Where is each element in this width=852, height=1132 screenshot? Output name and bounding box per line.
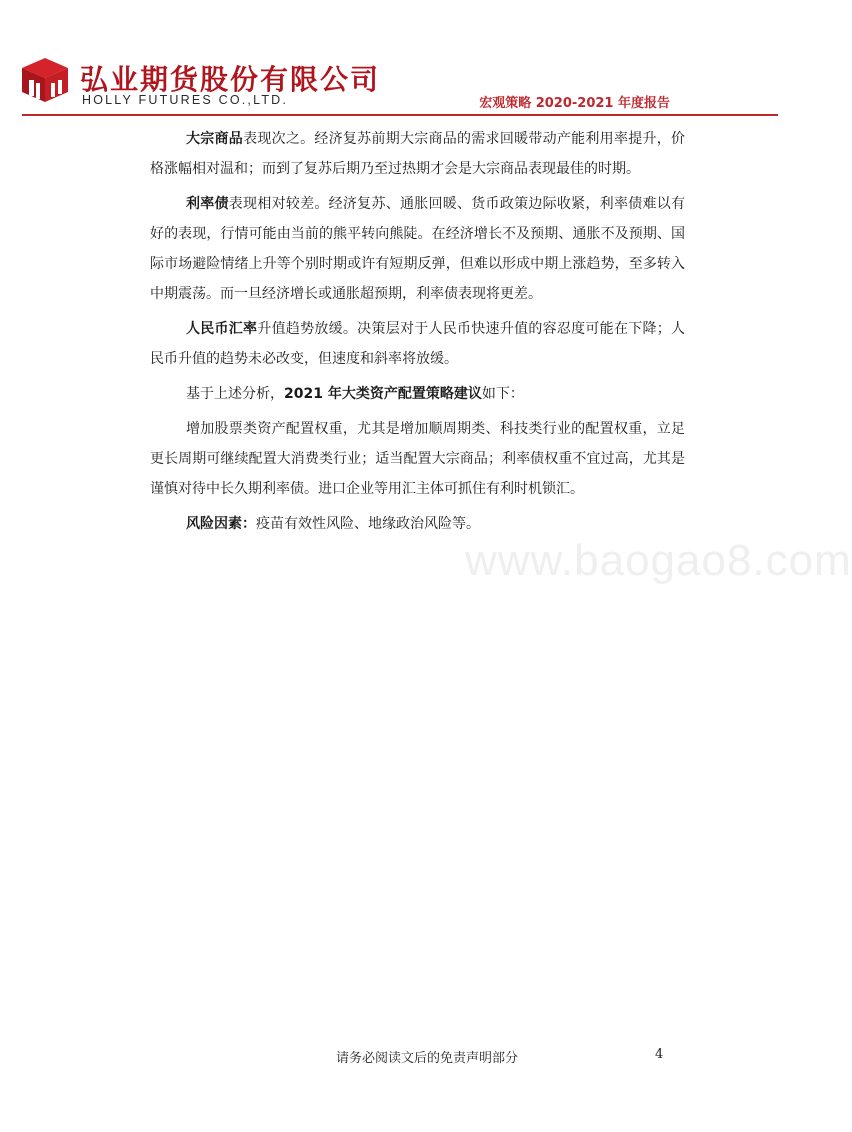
paragraph-text: 疫苗有效性风险、地缘政治风险等。 xyxy=(256,516,480,532)
paragraph-allocation-advice xyxy=(150,414,685,504)
paragraph-text: 增加股票类资产配置权重，尤其是增加顺周期类、科技类行业的配置权重，立足更长周期可继续配置大消费类行业；适当配置大宗商品；利率债权重不宜过高，尤其是谨慎对待中长久期利率债。进口企业等用汇主体可抓住有利时机锁汇。 xyxy=(150,421,685,497)
page-header xyxy=(0,0,800,120)
paragraph-prefix: 基于上述分析， xyxy=(186,386,284,402)
paragraph-risk-factors xyxy=(150,509,685,539)
paragraph-text: 表现次之。经济复苏前期大宗商品的需求回暖带动产能利用率提升，价格涨幅相对温和；而到了复苏后期乃至过热期才会是大宗商品表现最佳的时期。 xyxy=(150,131,686,177)
header-divider xyxy=(22,114,778,116)
paragraph-rate-bonds xyxy=(150,189,685,309)
paragraph-rmb-exchange-rate xyxy=(150,314,685,374)
document-body xyxy=(150,124,685,544)
company-logo-icon xyxy=(20,56,70,104)
paragraph-text: 升值趋势放缓。决策层对于人民币快速升值的容忍度可能在下降；人民币升值的趋势未必改变，但速度和斜率将放缓。 xyxy=(150,321,686,367)
company-name-cn: 弘业期货股份有限公司 xyxy=(80,63,381,96)
paragraph-lead: 利率债 xyxy=(186,196,229,212)
paragraph-text: 表现相对较差。经济复苏、通胀回暖、货币政策边际收紧，利率债难以有好的表现，行情可能由当前的熊平转向熊陡。在经济增长不及预期、通胀不及预期、国际市场避险情绪上升等个别时期或许有短期反弹，但难以形成中期上涨趋势，至多转入中期震荡。而一旦经济增长或通胀超预期，利率债表现将更差。 xyxy=(150,196,686,302)
paragraph-commodities xyxy=(150,124,685,184)
paragraph-lead: 人民币汇率 xyxy=(186,321,258,337)
watermark: www.baogao8.com xyxy=(465,536,852,585)
paragraph-strategy-intro xyxy=(150,379,685,409)
paragraph-lead: 风险因素： xyxy=(186,516,256,532)
disclaimer-note: 请务必阅读文后的免责声明部分 xyxy=(336,1051,519,1066)
report-title: 宏观策略 2020-2021 年度报告 xyxy=(479,96,670,111)
paragraph-lead: 大宗商品 xyxy=(186,131,244,147)
paragraph-suffix: 如下： xyxy=(481,386,524,402)
page-number: 4 xyxy=(655,1047,664,1062)
company-name-en: HOLLY FUTURES CO.,LTD. xyxy=(82,93,289,107)
paragraph-emphasis: 2021 年大类资产配置策略建议 xyxy=(284,386,482,402)
